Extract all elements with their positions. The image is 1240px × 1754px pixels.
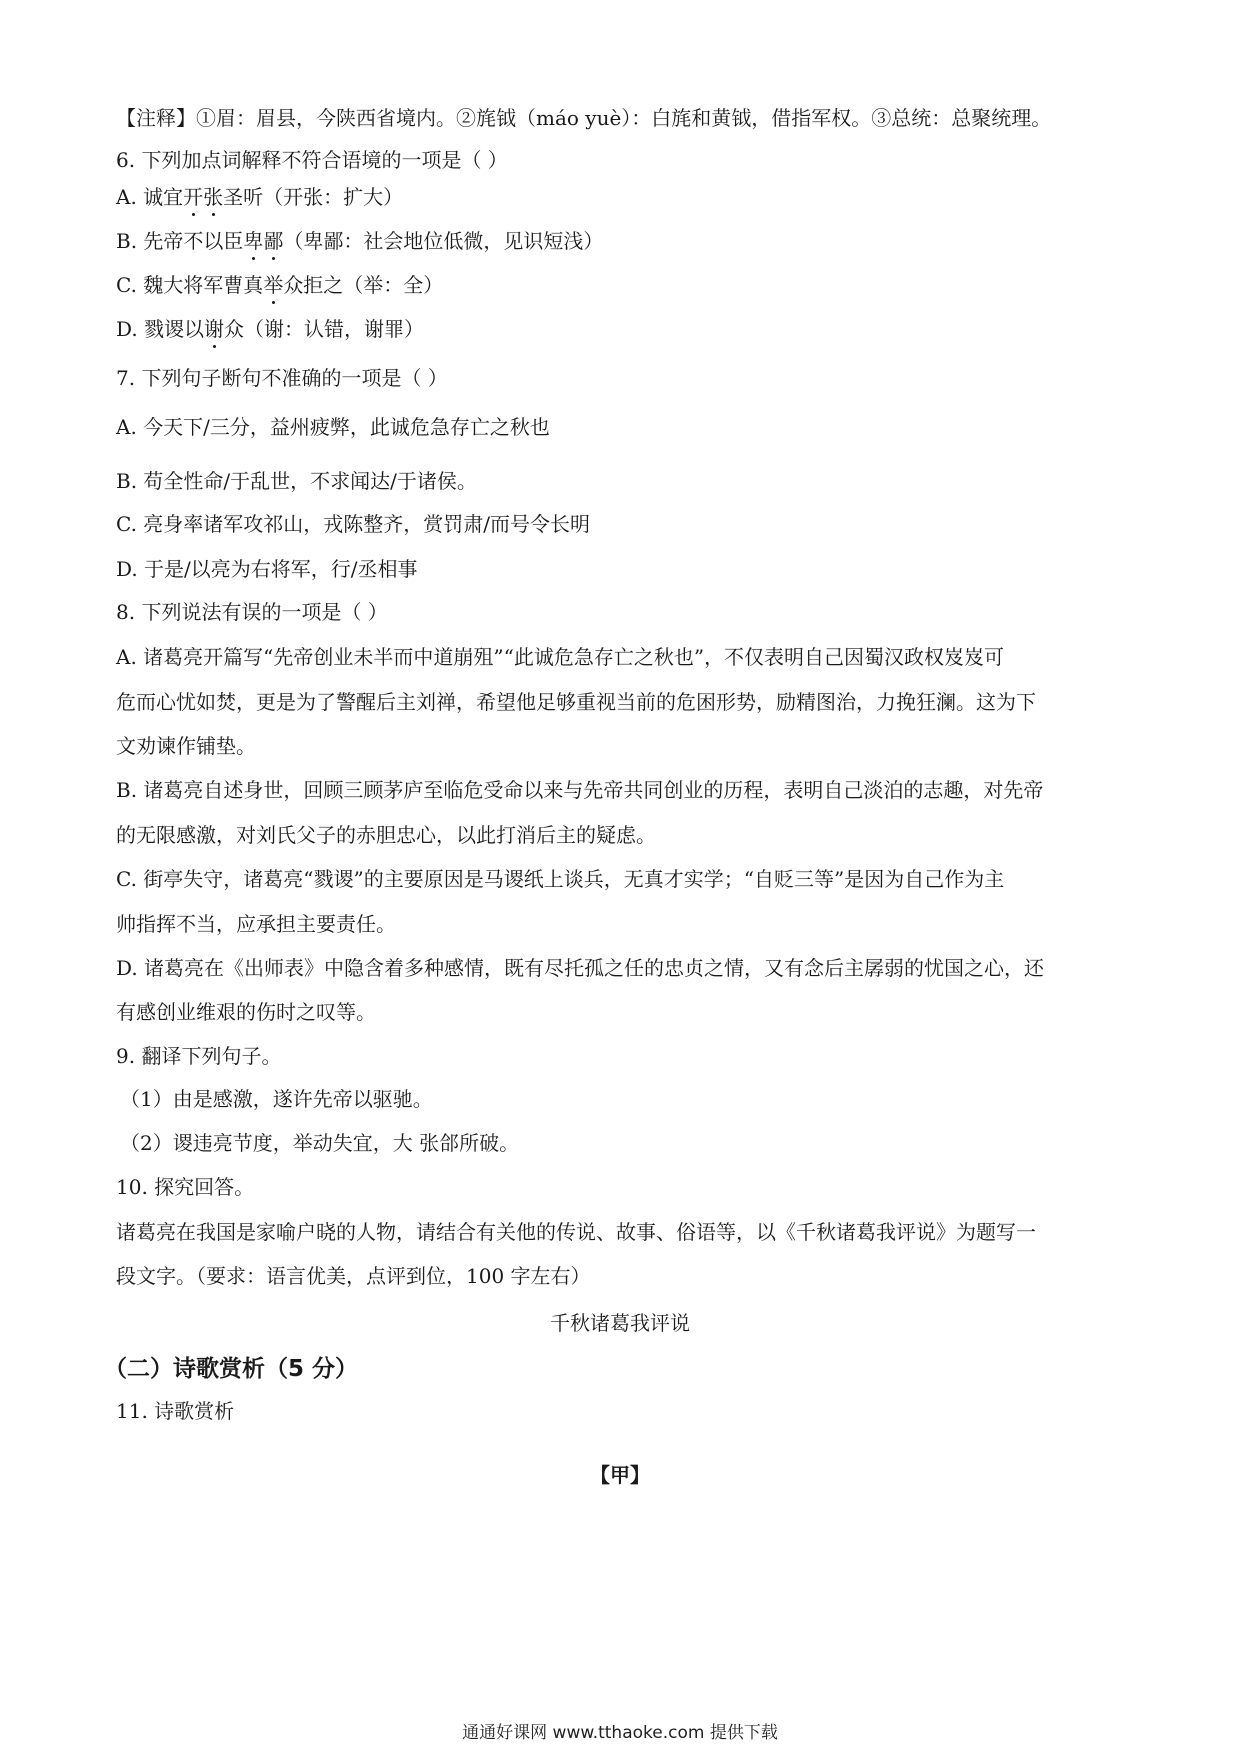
essay-title: 千秋诸葛我评说	[550, 1311, 690, 1335]
q6-option-b	[116, 227, 603, 255]
q9-sentence-1: （1）由是感激，遂许先帝以驱驰。	[120, 1087, 433, 1111]
q6-d-dotted: 谢	[204, 317, 225, 341]
q7-option-c: C. 亮身率诸军攻祁山，戎陈整齐，赏罚肃/而号令长明	[116, 512, 591, 536]
q6-d-post: 众（谢：认错，谢罪）	[224, 317, 425, 341]
q6-a-pre: A. 诚宜	[116, 185, 184, 209]
q10-stem: 10. 探究回答。	[116, 1175, 255, 1199]
q6-c-pre: C. 魏大将军曹真	[116, 273, 264, 297]
q7-option-d: D. 于是/以亮为右将军，行/丞相事	[116, 557, 418, 581]
q8-d-line2: 有感创业维艰的伤时之叹等。	[116, 1000, 376, 1024]
q8-c-line1: C. 街亭失守，诸葛亮“戮谡”的主要原因是马谡纸上谈兵，无真才实学；“自贬三等”是因为自己作为主	[116, 867, 1005, 891]
q7-option-a: A. 今天下/三分，益州疲弊，此诚危急存亡之秋也	[116, 415, 550, 439]
q8-stem: 8. 下列说法有误的一项是（ ）	[116, 600, 388, 624]
q6-a-post: 圣听（开张：扩大）	[223, 185, 404, 209]
footer-watermark: 通通好课网 www.tthaoke.com 提供下载	[462, 1723, 778, 1743]
q6-b-pre: B. 先帝不以臣	[116, 229, 244, 253]
q8-a-line1: A. 诸葛亮开篇写“先帝创业未半而中道崩殂”“此诚危急存亡之秋也”，不仅表明自己因蜀汉政权岌岌可	[116, 645, 1005, 669]
q9-sentence-2: （2）谡违亮节度，举动失宜，大 张郃所破。	[120, 1131, 520, 1155]
q8-d-line1: D. 诸葛亮在《出师表》中隐含着多种感情，既有尽托孤之任的忠贞之情，又有念后主孱弱的忧国之心，还	[116, 956, 1045, 980]
q8-b-line2: 的无限感激，对刘氏父子的赤胆忠心，以此打消后主的疑虑。	[116, 823, 656, 847]
q6-b-dotted-1: 卑	[243, 229, 264, 253]
poem-jia-label: 【甲】	[590, 1463, 650, 1487]
q6-b-dotted-2: 鄙	[263, 229, 284, 253]
q11-stem: 11. 诗歌赏析	[116, 1399, 235, 1423]
q6-a-dotted-1: 开	[183, 185, 204, 209]
q6-c-post: 众拒之（举：全）	[283, 273, 444, 297]
q8-a-line3: 文劝谏作铺垫。	[116, 734, 256, 758]
q6-a-dotted-2: 张	[203, 185, 224, 209]
q6-b-post: （卑鄙：社会地位低微，见识短浅）	[283, 229, 604, 253]
q8-a-line2: 危而心忧如焚，更是为了警醒后主刘禅，希望他足够重视当前的危困形势，励精图治，力挽狂澜。这为下	[116, 690, 1036, 714]
q6-c-dotted: 举	[263, 273, 284, 297]
q6-stem: 6. 下列加点词解释不符合语境的一项是（ ）	[116, 148, 508, 172]
q6-option-c	[116, 271, 443, 299]
q10-prompt-line1: 诸葛亮在我国是家喻户晓的人物，请结合有关他的传说、故事、俗语等，以《千秋诸葛我评说》为题写一	[116, 1220, 1036, 1244]
section-heading: （二）诗歌赏析（5 分）	[104, 1356, 359, 1382]
q8-c-line2: 帅指挥不当，应承担主要责任。	[116, 912, 396, 936]
q9-stem: 9. 翻译下列句子。	[116, 1044, 282, 1068]
q7-stem: 7. 下列句子断句不准确的一项是（ ）	[116, 366, 448, 390]
q6-d-pre: D. 戮谡以	[116, 317, 205, 341]
note-line: 【注释】①眉：眉县，今陕西省境内。②旄钺（máo yuè）：白旄和黄钺，借指军权。③总统：总聚统理。	[116, 106, 1052, 130]
q10-prompt-line2: 段文字。（要求：语言优美，点评到位，100 字左右）	[116, 1264, 591, 1288]
q8-b-line1: B. 诸葛亮自述身世，回顾三顾茅庐至临危受命以来与先帝共同创业的历程，表明自己淡泊的志趣，对先帝	[116, 778, 1044, 802]
q6-option-a	[116, 183, 403, 211]
q6-option-d	[116, 315, 424, 343]
q7-option-b: B. 苟全性命/于乱世，不求闻达/于诸侯。	[116, 469, 477, 493]
